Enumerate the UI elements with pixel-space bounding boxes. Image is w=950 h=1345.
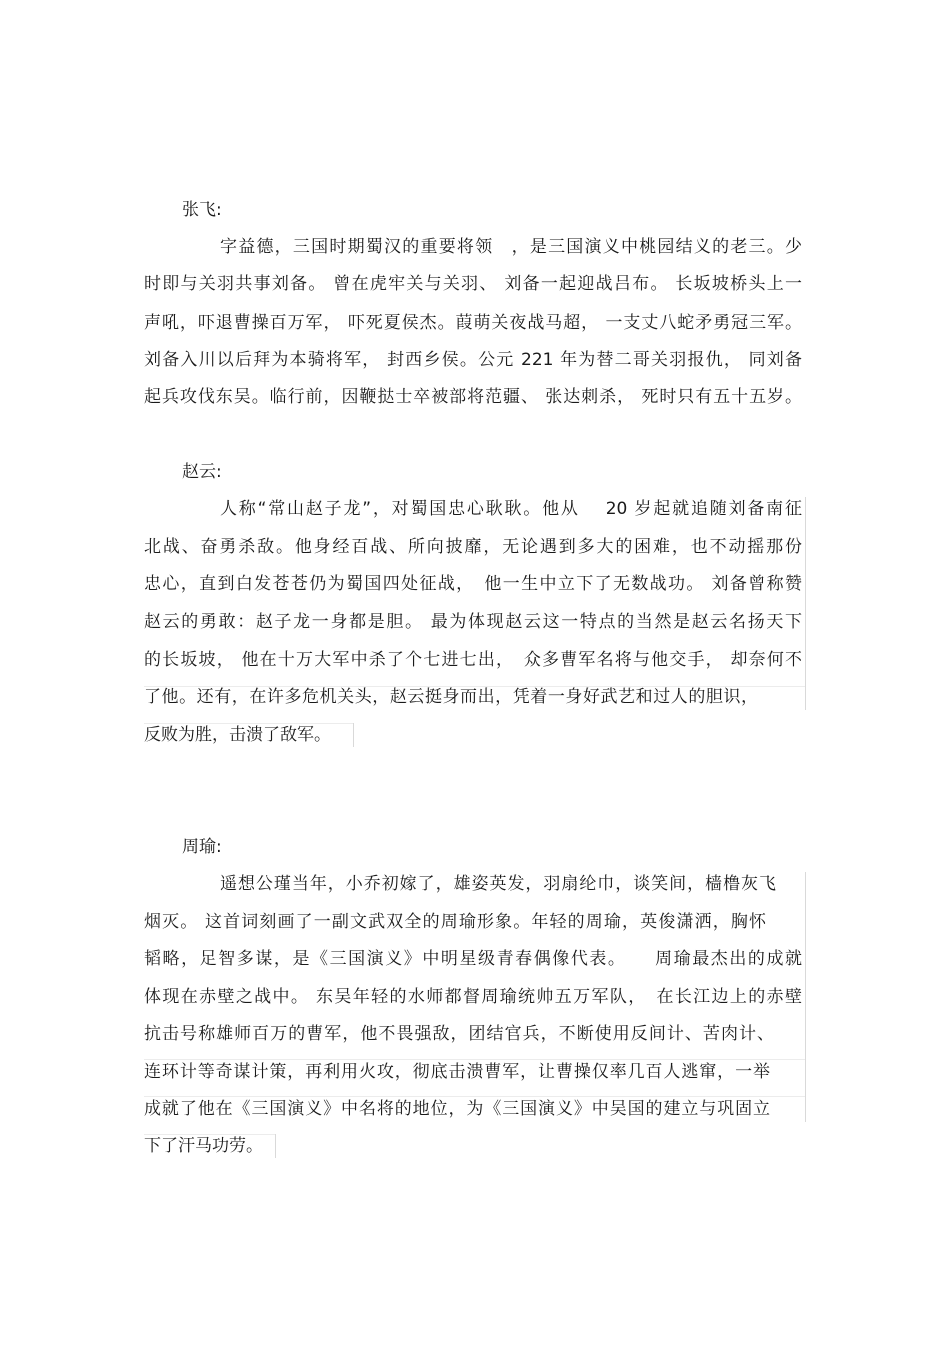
paragraph-line: 连环计等奇谋计策，再利用火攻，彻底击溃曹军，让曹操仅率几百人逃窜，一举: [144, 1062, 770, 1082]
rule-vertical: [805, 497, 806, 710]
paragraph-line: 北战、奋勇杀敌。他身经百战、所向披靡，无论遇到多大的困难，也不动摇那份: [144, 537, 802, 557]
paragraph-line: 韬略，足智多谋，是《三国演义》中明星级青春偶像代表。 周瑜最杰出的成就: [144, 949, 802, 969]
paragraph-line: 忠心，直到白发苍苍仍为蜀国四处征战， 他一生中立下了无数战功。 刘备曾称赞: [144, 574, 802, 594]
rule-horizontal: [144, 1059, 805, 1060]
rule-vertical: [353, 723, 354, 747]
rule-horizontal: [144, 723, 354, 724]
rule-vertical: [275, 1134, 276, 1158]
paragraph-line: 字益德，三国时期蜀汉的重要将领 ，是三国演义中桃园结义的老三。少: [220, 237, 802, 257]
section-heading-zhouyu: 周瑜:: [182, 837, 222, 857]
paragraph-line: 抗击号称雄师百万的曹军，他不畏强敌，团结官兵，不断使用反间计、苦肉计、: [144, 1024, 774, 1044]
paragraph-line: 人称“常山赵子龙”，对蜀国忠心耿耿。他从 20 岁起就追随刘备南征: [220, 499, 802, 519]
paragraph-line: 成就了他在《三国演义》中名将的地位，为《三国演义》中吴国的建立与巩固立: [144, 1099, 770, 1119]
rule-horizontal: [144, 686, 805, 687]
paragraph-line: 声吼，吓退曹操百万军， 吓死夏侯杰。葭萌关夜战马超， 一支丈八蛇矛勇冠三军。: [144, 313, 802, 333]
paragraph-line: 的长坂坡， 他在十万大军中杀了个七进七出， 众多曹军名将与他交手， 却奈何不: [144, 650, 802, 670]
paragraph-line: 遥想公瑾当年，小乔初嫁了，雄姿英发，羽扇纶巾，谈笑间，樯橹灰飞: [220, 874, 776, 894]
section-heading-zhaoyun: 赵云:: [182, 462, 222, 482]
rule-horizontal: [144, 1134, 276, 1135]
paragraph-line: 起兵攻伐东吴。临行前，因鞭挞士卒被部将范疆、 张达刺杀， 死时只有五十五岁。: [144, 387, 802, 407]
paragraph-line: 赵云的勇敢：赵子龙一身都是胆。 最为体现赵云这一特点的当然是赵云名扬天下: [144, 612, 802, 632]
rule-vertical: [805, 872, 806, 1122]
paragraph-line: 烟灭。 这首词刻画了一副文武双全的周瑜形象。年轻的周瑜，英俊潇洒，胸怀: [144, 912, 766, 932]
paragraph-line: 刘备入川以后拜为本骑将军， 封西乡侯。公元 221 年为替二哥关羽报仇， 同刘备: [144, 350, 802, 370]
paragraph-line: 体现在赤壁之战中。 东吴年轻的水师都督周瑜统帅五万军队， 在长江边上的赤壁: [144, 987, 802, 1007]
paragraph-line: 下了汗马功劳。: [144, 1136, 263, 1156]
rule-horizontal: [144, 1096, 805, 1097]
paragraph-line: 了他。还有，在许多危机关头，赵云挺身而出，凭着一身好武艺和过人的胆识，: [144, 687, 758, 707]
paragraph-line: 时即与关羽共事刘备。 曾在虎牢关与关羽、 刘备一起迎战吕布。 长坂坡桥头上一: [144, 274, 802, 294]
paragraph-line: 反败为胜，击溃了敌军。: [144, 725, 331, 745]
section-heading-zhangfei: 张飞:: [182, 200, 222, 220]
